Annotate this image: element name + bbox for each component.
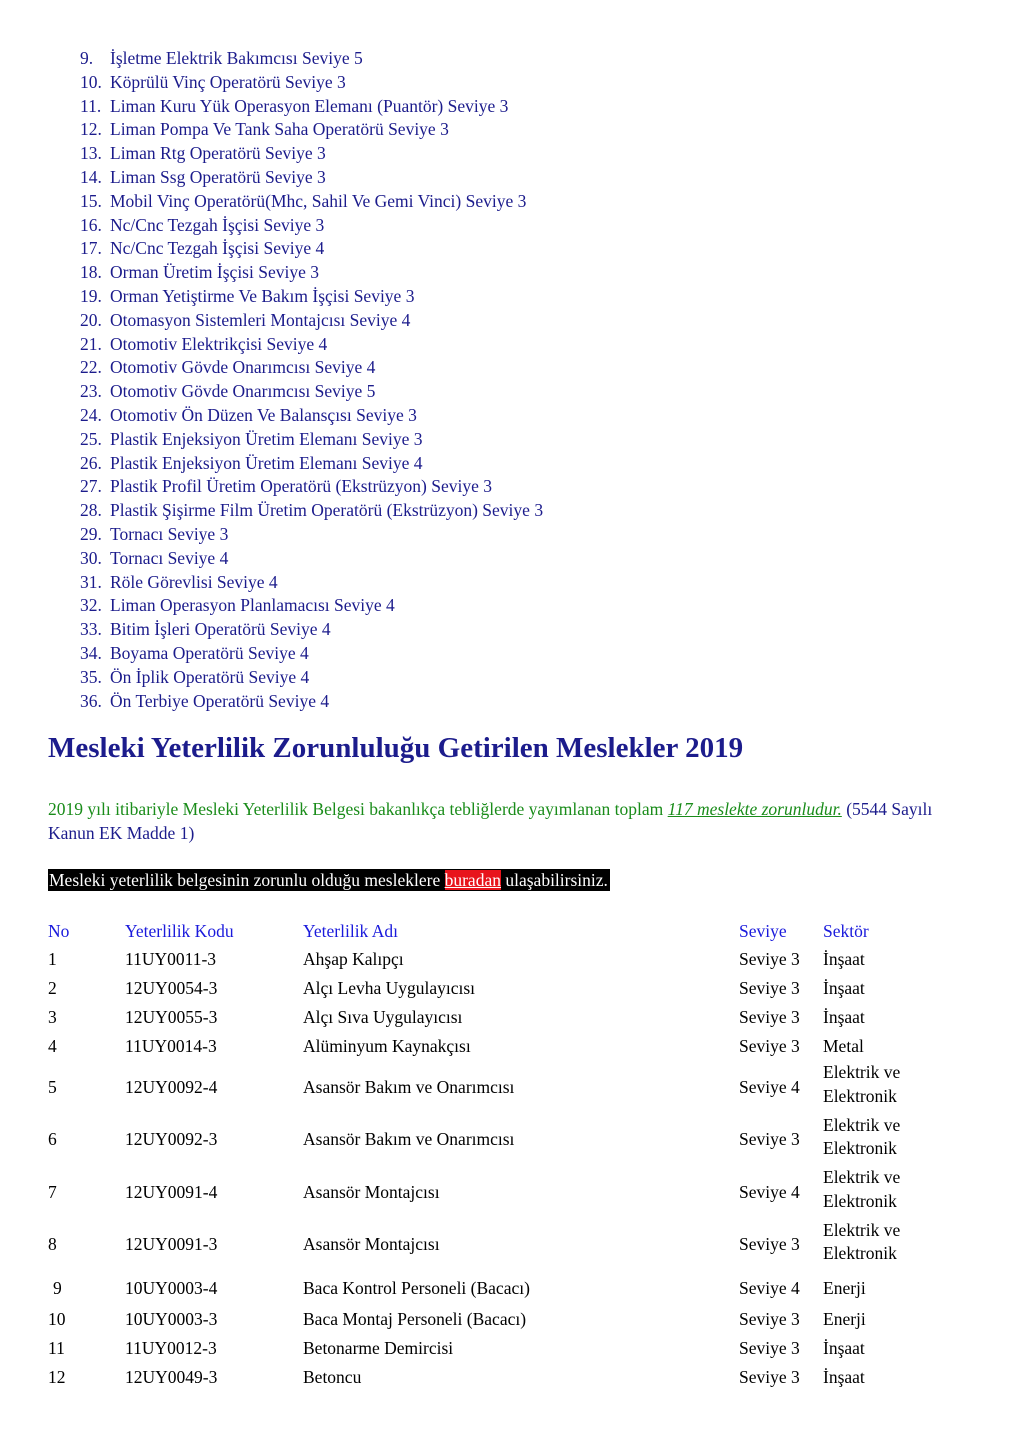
header-sektor: Sektör [823,921,869,941]
cell-kod: 12UY0092-4 [125,1076,218,1097]
cell-seviye: Seviye 4 [739,1181,800,1202]
list-item-text: Liman Operasyon Planlamacısı Seviye 4 [110,595,395,616]
cell-kod: 12UY0092-3 [125,1129,218,1150]
table-row [0,1363,1023,1392]
banner-text-before: Mesleki yeterlilik belgesinin zorunlu olduğu mesleklere [49,870,445,890]
intro-paragraph [48,797,948,845]
cell-seviye: Seviye 3 [739,949,800,969]
list-item-text: Nc/Cnc Tezgah İşçisi Seviye 3 [110,214,325,235]
table-body [0,945,1023,1392]
list-item [0,642,1023,666]
list-item-text: Otomasyon Sistemleri Montajcısı Seviye 4 [110,309,411,330]
list-item-text: Bitim İşleri Operatörü Seviye 4 [110,619,331,640]
list-item [0,166,1023,190]
table-row [0,1032,1023,1061]
banner-text-after: ulaşabilirsiniz. [500,870,608,890]
list-item-number: 11. [80,95,102,116]
table-row [0,1114,1023,1167]
list-item [0,666,1023,690]
cell-no: 10 [48,1309,66,1329]
list-item [0,594,1023,618]
cell-ad: Alçı Levha Uygulayıcısı [303,978,476,998]
list-item [0,47,1023,71]
list-item-number: 28. [80,500,102,521]
list-item-number: 20. [80,309,102,330]
cell-seviye: Seviye 4 [739,1277,800,1298]
list-item-number: 12. [80,119,102,140]
cell-no: 8 [48,1234,57,1255]
list-item [0,95,1023,119]
list-item-text: Boyama Operatörü Seviye 4 [110,642,309,663]
cell-ad: Asansör Montajcısı [303,1234,440,1255]
list-item-number: 10. [80,71,102,92]
header-kod: Yeterlilik Kodu [125,921,234,941]
cell-seviye: Seviye 3 [739,1007,800,1027]
cell-kod: 12UY0091-3 [125,1234,218,1255]
list-item [0,404,1023,428]
cell-ad: Baca Montaj Personeli (Bacacı) [303,1309,527,1329]
list-item [0,142,1023,166]
cell-ad: Baca Kontrol Personeli (Bacacı) [303,1277,530,1298]
list-item-text: Tornacı Seviye 3 [110,523,229,544]
cell-kod: 10UY0003-4 [125,1277,218,1298]
list-item-number: 14. [80,166,102,187]
cell-sektor: İnşaat [823,1007,865,1027]
cell-no: 12 [48,1367,66,1387]
list-item [0,428,1023,452]
cell-ad: Asansör Montajcısı [303,1181,440,1202]
list-item-text: Liman Ssg Operatörü Seviye 3 [110,166,326,187]
list-item-text: Liman Rtg Operatörü Seviye 3 [110,143,326,164]
list-item-text: Otomotiv Elektrikçisi Seviye 4 [110,333,328,354]
cell-seviye: Seviye 3 [739,1309,800,1329]
list-item-text: Nc/Cnc Tezgah İşçisi Seviye 4 [110,238,325,259]
list-item-text: Plastik Enjeksiyon Üretim Elemanı Seviye 4 [110,452,423,473]
list-item-text: Röle Görevlisi Seviye 4 [110,571,278,592]
cell-seviye: Seviye 3 [739,1234,800,1255]
cell-seviye: Seviye 3 [739,1036,800,1056]
table-header-row [0,918,1023,945]
list-item-text: Otomotiv Gövde Onarımcısı Seviye 4 [110,357,376,378]
list-item-number: 23. [80,381,102,402]
list-item-text: Tornacı Seviye 4 [110,547,229,568]
list-item-number: 31. [80,571,102,592]
list-item-number: 29. [80,523,102,544]
page-title: Mesleki Yeterlilik Zorunluluğu Getirilen Meslekler 2019 [48,732,744,764]
list-item-number: 30. [80,547,102,568]
cell-sektor: Enerji [823,1309,866,1329]
cell-sektor: Elektrik ve Elektronik [823,1219,901,1263]
list-item [0,356,1023,380]
table-row [0,1061,1023,1114]
cell-sektor: Elektrik ve Elektronik [823,1114,901,1158]
list-item-number: 27. [80,476,102,497]
list-item-number: 21. [80,333,102,354]
table-row [0,1271,1023,1305]
list-item-text: Plastik Enjeksiyon Üretim Elemanı Seviye 3 [110,428,423,449]
cell-ad: Betoncu [303,1367,362,1387]
list-item-number: 26. [80,452,102,473]
cell-sektor: Metal [823,1036,864,1056]
cell-sektor: Enerji [823,1277,866,1298]
cell-kod: 11UY0014-3 [125,1036,217,1056]
list-item-text: Otomotiv Ön Düzen Ve Balansçısı Seviye 3 [110,404,417,425]
list-item-text: Otomotiv Gövde Onarımcısı Seviye 5 [110,381,376,402]
cell-no: 7 [48,1181,57,1202]
list-item-number: 35. [80,666,102,687]
list-item-text: Plastik Şişirme Film Üretim Operatörü (Ekstrüzyon) Seviye 3 [110,500,544,521]
list-item-text: Köprülü Vinç Operatörü Seviye 3 [110,71,346,92]
cell-seviye: Seviye 3 [739,978,800,998]
list-item-number: 18. [80,262,102,283]
list-item [0,333,1023,357]
list-item [0,547,1023,571]
table-row [0,1003,1023,1032]
list-item-number: 13. [80,143,102,164]
list-item [0,285,1023,309]
list-item-text: Liman Kuru Yük Operasyon Elemanı (Puantör) Seviye 3 [110,95,509,116]
table-row [0,974,1023,1003]
cell-no: 6 [48,1129,57,1150]
list-item [0,118,1023,142]
list-item-number: 32. [80,595,102,616]
list-item [0,475,1023,499]
list-item [0,237,1023,261]
list-item [0,380,1023,404]
list-item [0,261,1023,285]
list-item-number: 22. [80,357,102,378]
list-item-text: Ön İplik Operatörü Seviye 4 [110,666,310,687]
cell-sektor: Elektrik ve Elektronik [823,1167,901,1211]
table-row [0,1166,1023,1219]
list-item-number: 25. [80,428,102,449]
cell-sektor: İnşaat [823,949,865,969]
table-row [0,945,1023,974]
list-item-text: İşletme Elektrik Bakımcısı Seviye 5 [110,48,363,68]
list-item [0,309,1023,333]
cell-no: 2 [48,978,57,998]
cell-kod: 12UY0055-3 [125,1007,218,1027]
intro-text: 2019 yılı itibariyle Mesleki Yeterlilik Belgesi bakanlıkça tebliğlerde yayımlanan toplam [48,799,668,819]
header-no: No [48,921,70,941]
cell-kod: 10UY0003-3 [125,1309,218,1329]
cell-seviye: Seviye 4 [739,1076,800,1097]
cell-no: 4 [48,1036,57,1056]
list-item-number: 24. [80,404,102,425]
cell-ad: Asansör Bakım ve Onarımcısı [303,1129,515,1150]
profession-list [0,47,1023,713]
list-item-number: 9. [80,48,94,68]
list-item [0,523,1023,547]
cell-seviye: Seviye 3 [739,1367,800,1387]
cell-sektor: İnşaat [823,1338,865,1358]
cell-sektor: Elektrik ve Elektronik [823,1062,901,1106]
list-item-number: 36. [80,690,102,711]
list-item [0,571,1023,595]
table-row [0,1334,1023,1363]
list-item [0,214,1023,238]
list-item-number: 17. [80,238,102,259]
list-item-text: Ön Terbiye Operatörü Seviye 4 [110,690,330,711]
cell-no: 3 [48,1007,57,1027]
table-row [0,1219,1023,1272]
buradan-link[interactable]: buradan [444,870,501,890]
cell-ad: Ahşap Kalıpçı [303,949,404,969]
list-item [0,190,1023,214]
cell-ad: Alçı Sıva Uygulayıcısı [303,1007,463,1027]
list-item-number: 15. [80,190,102,211]
cell-no: 1 [48,949,57,969]
cell-seviye: Seviye 3 [739,1338,800,1358]
list-item [0,452,1023,476]
list-item-number: 33. [80,619,102,640]
list-item-number: 34. [80,642,102,663]
cell-kod: 12UY0054-3 [125,978,218,998]
list-item [0,690,1023,714]
cell-kod: 12UY0049-3 [125,1367,218,1387]
list-item-number: 19. [80,285,102,306]
list-item [0,71,1023,95]
cell-no: 9 [53,1277,62,1298]
list-item [0,618,1023,642]
law-reference: (5544 Sayılı Kanun EK Madde 1) [48,799,933,843]
cell-kod: 11UY0011-3 [125,949,217,969]
cell-ad: Asansör Bakım ve Onarımcısı [303,1076,515,1097]
cell-no: 11 [48,1338,65,1358]
header-seviye: Seviye [739,921,787,941]
notice-banner [48,869,610,891]
list-item-text: Orman Üretim İşçisi Seviye 3 [110,262,319,283]
cell-kod: 12UY0091-4 [125,1181,218,1202]
table-row [0,1305,1023,1334]
header-ad: Yeterlilik Adı [303,921,398,941]
cell-sektor: İnşaat [823,1367,865,1387]
cell-ad: Betonarme Demircisi [303,1338,454,1358]
cell-seviye: Seviye 3 [739,1129,800,1150]
cell-ad: Alüminyum Kaynakçısı [303,1036,471,1056]
list-item-number: 16. [80,214,102,235]
cell-sektor: İnşaat [823,978,865,998]
list-item-text: Mobil Vinç Operatörü(Mhc, Sahil Ve Gemi Vinci) Seviye 3 [110,190,527,211]
117-professions-link[interactable]: 117 meslekte zorunludur. [667,799,842,819]
list-item [0,499,1023,523]
list-item-text: Plastik Profil Üretim Operatörü (Ekstrüzyon) Seviye 3 [110,476,493,497]
cell-kod: 11UY0012-3 [125,1338,217,1358]
qualifications-table [0,918,1023,1392]
list-item-text: Liman Pompa Ve Tank Saha Operatörü Seviye 3 [110,119,449,140]
cell-no: 5 [48,1076,57,1097]
list-item-text: Orman Yetiştirme Ve Bakım İşçisi Seviye 3 [110,285,415,306]
